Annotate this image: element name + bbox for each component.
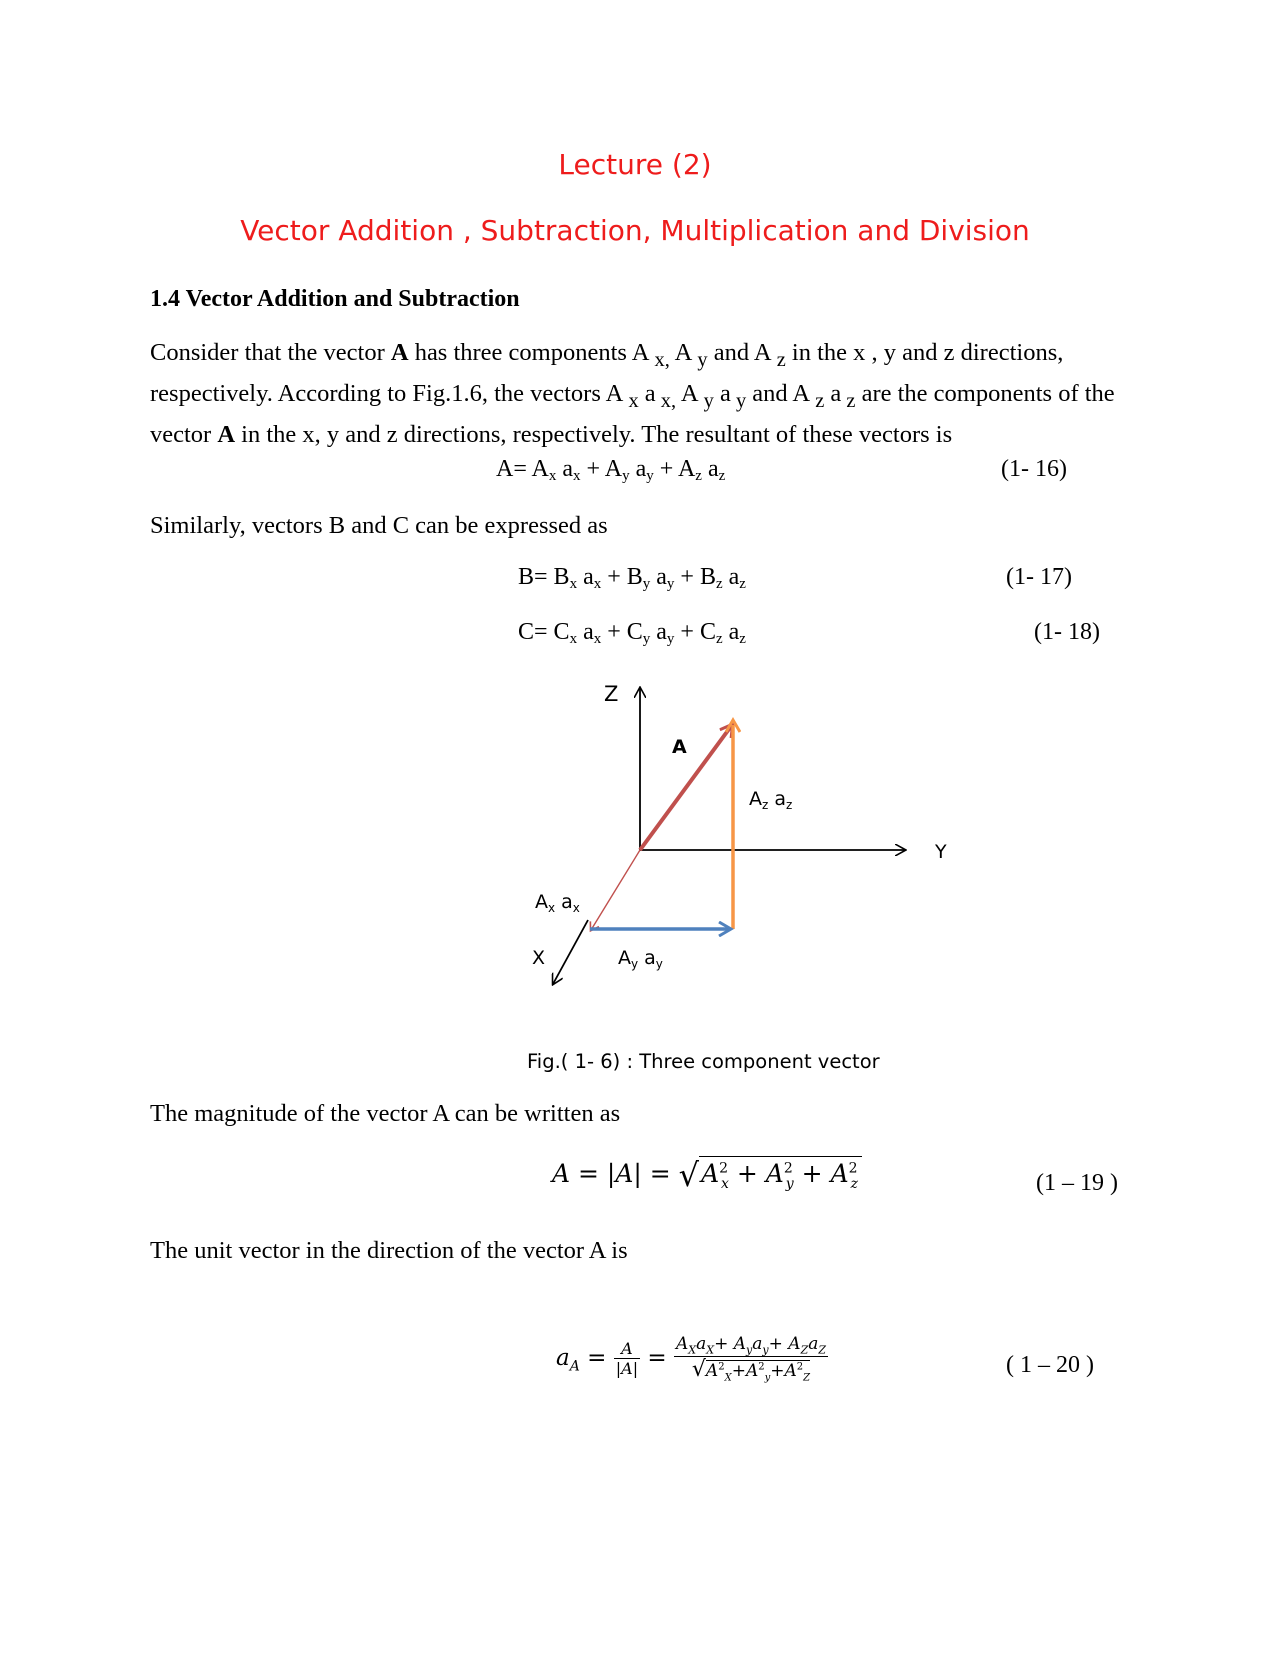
magnitude-text: The magnitude of the vector A can be written as	[150, 1100, 621, 1127]
ax-label: $A_x$ $a_x$	[535, 891, 580, 915]
equation-1-20: $a_A$ = $\frac{A}{|A|}$ = $\frac{A_Xa_X+ A_ya_y+ A_Za_Z}{√A^2_X+A^2_y+A^2_Z}$	[556, 1334, 827, 1384]
equation-1-19-number: (1 – 19 )	[1036, 1170, 1118, 1196]
equation-1-18: $C= C_x$ $a_x + C_y$ $a_y + C_z$ $a_z$	[518, 619, 746, 647]
equation-1-18-number: (1- 18)	[1034, 619, 1100, 645]
z-axis-label: Z	[604, 682, 619, 706]
page-subtitle: Vector Addition , Subtraction, Multiplication and Division	[240, 214, 1030, 247]
similarly-text: Similarly, vectors B and C can be expressed as	[150, 512, 608, 539]
y-axis-label: Y	[935, 841, 947, 863]
equation-1-16: $A= A_x$ $a_x + A_y$ $a_y + A_z$ $a_z$	[496, 456, 726, 484]
vector-a-label: A	[672, 736, 687, 758]
equation-1-17: $B= B_x$ $a_x + B_y$ $a_y + B_z$ $a_z$	[518, 564, 746, 592]
equation-1-16-number: (1- 16)	[1001, 456, 1067, 482]
ay-label: $A_y$ $a_y$	[618, 947, 663, 971]
x-axis	[553, 920, 588, 984]
unit-vector-text: The unit vector in the direction of the vector A is	[150, 1237, 628, 1264]
figure-caption: Fig.( 1- 6) : Three component vector	[527, 1050, 880, 1073]
equation-1-19: $A = |A| = √A^2_x + A^2_y + A^2_z$	[552, 1156, 862, 1194]
three-component-vector-figure	[0, 660, 1280, 1000]
section-heading: 1.4 Vector Addition and Subtraction	[150, 286, 520, 312]
equation-1-20-number: ( 1 – 20 )	[1006, 1352, 1094, 1378]
az-label: $A_z$ $a_z$	[749, 788, 793, 812]
intro-paragraph: Consider that the vector A has three components A $_{x,}$ A $_y$ and A $_z$ in the x , y and z directions, respectively. According to Fig.1.6, the vectors A $_x$ a $_{x,}$ A $_y$ a $_y$ and A $_z$ a $_z$ are the components of the vector A in the x, y and z directions, respectively. The resultant of these vectors is	[150, 339, 1115, 448]
equation-1-17-number: (1- 17)	[1006, 564, 1072, 590]
x-axis-label: X	[532, 947, 546, 969]
page-title: Lecture (2)	[558, 148, 712, 181]
ax-component-arrow	[591, 850, 640, 930]
